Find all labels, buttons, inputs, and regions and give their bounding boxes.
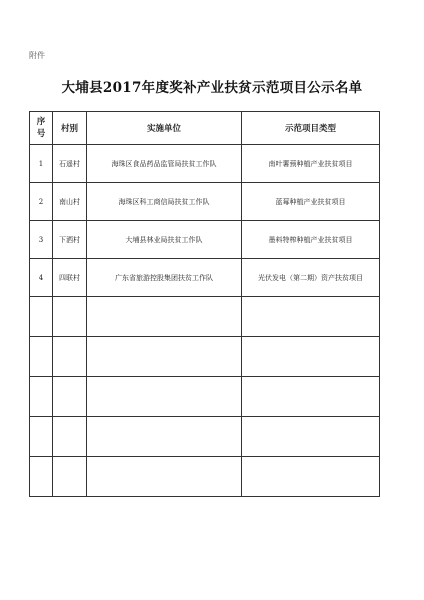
empty-cell [87, 457, 242, 497]
empty-cell [30, 377, 53, 417]
table-row [30, 259, 380, 297]
cell-unit: 海珠区科工商信局扶贫工作队 [87, 183, 242, 221]
empty-cell [242, 337, 380, 377]
cell-village: 南山村 [53, 183, 87, 221]
attachment-label: 附件 [29, 51, 45, 60]
cell-index: 2 [30, 183, 53, 221]
empty-row [30, 457, 380, 497]
table-row [30, 145, 380, 183]
empty-cell [30, 457, 53, 497]
cell-unit: 大埔县林业局扶贫工作队 [87, 221, 242, 259]
header-index [30, 112, 53, 145]
cell-village: 四联村 [53, 259, 87, 297]
cell-unit: 海珠区食品药品监管局扶贫工作队 [87, 145, 242, 183]
empty-cell [242, 457, 380, 497]
cell-index: 3 [30, 221, 53, 259]
empty-row [30, 417, 380, 457]
cell-project-type: 南叶薯蓣种植产业扶贫项目 [242, 145, 380, 183]
empty-cell [242, 297, 380, 337]
empty-cell [53, 337, 87, 377]
table-row [30, 221, 380, 259]
empty-row [30, 297, 380, 337]
cell-village: 下洒村 [53, 221, 87, 259]
empty-cell [242, 377, 380, 417]
empty-cell [53, 457, 87, 497]
empty-cell [53, 377, 87, 417]
cell-index: 4 [30, 259, 53, 297]
empty-cell [242, 417, 380, 457]
empty-cell [87, 297, 242, 337]
empty-cell [87, 417, 242, 457]
empty-cell [53, 297, 87, 337]
table-row [30, 183, 380, 221]
empty-cell [30, 297, 53, 337]
empty-cell [30, 417, 53, 457]
cell-project-type: 蓝莓种植产业扶贫项目 [242, 183, 380, 221]
cell-project-type: 光伏发电（第二期）资产扶贫项目 [242, 259, 380, 297]
empty-cell [87, 337, 242, 377]
header-village: 村别 [53, 112, 87, 145]
header-index-bottom: 号 [36, 129, 46, 139]
page-title: 大埔县2017年度奖补产业扶贫示范项目公示名单 [61, 80, 363, 96]
empty-cell [87, 377, 242, 417]
table-header-row [30, 112, 380, 145]
empty-cell [30, 337, 53, 377]
project-list-table [29, 111, 380, 497]
empty-cell [53, 417, 87, 457]
empty-row [30, 377, 380, 417]
header-project-type: 示范项目类型 [242, 112, 380, 145]
cell-unit: 广东省旅游控股集团扶贫工作队 [87, 259, 242, 297]
cell-index: 1 [30, 145, 53, 183]
header-unit: 实施单位 [87, 112, 242, 145]
empty-row [30, 337, 380, 377]
header-index-top: 序 [36, 117, 46, 127]
cell-village: 石遥村 [53, 145, 87, 183]
cell-project-type: 墨料特榨种植产业扶贫项目 [242, 221, 380, 259]
